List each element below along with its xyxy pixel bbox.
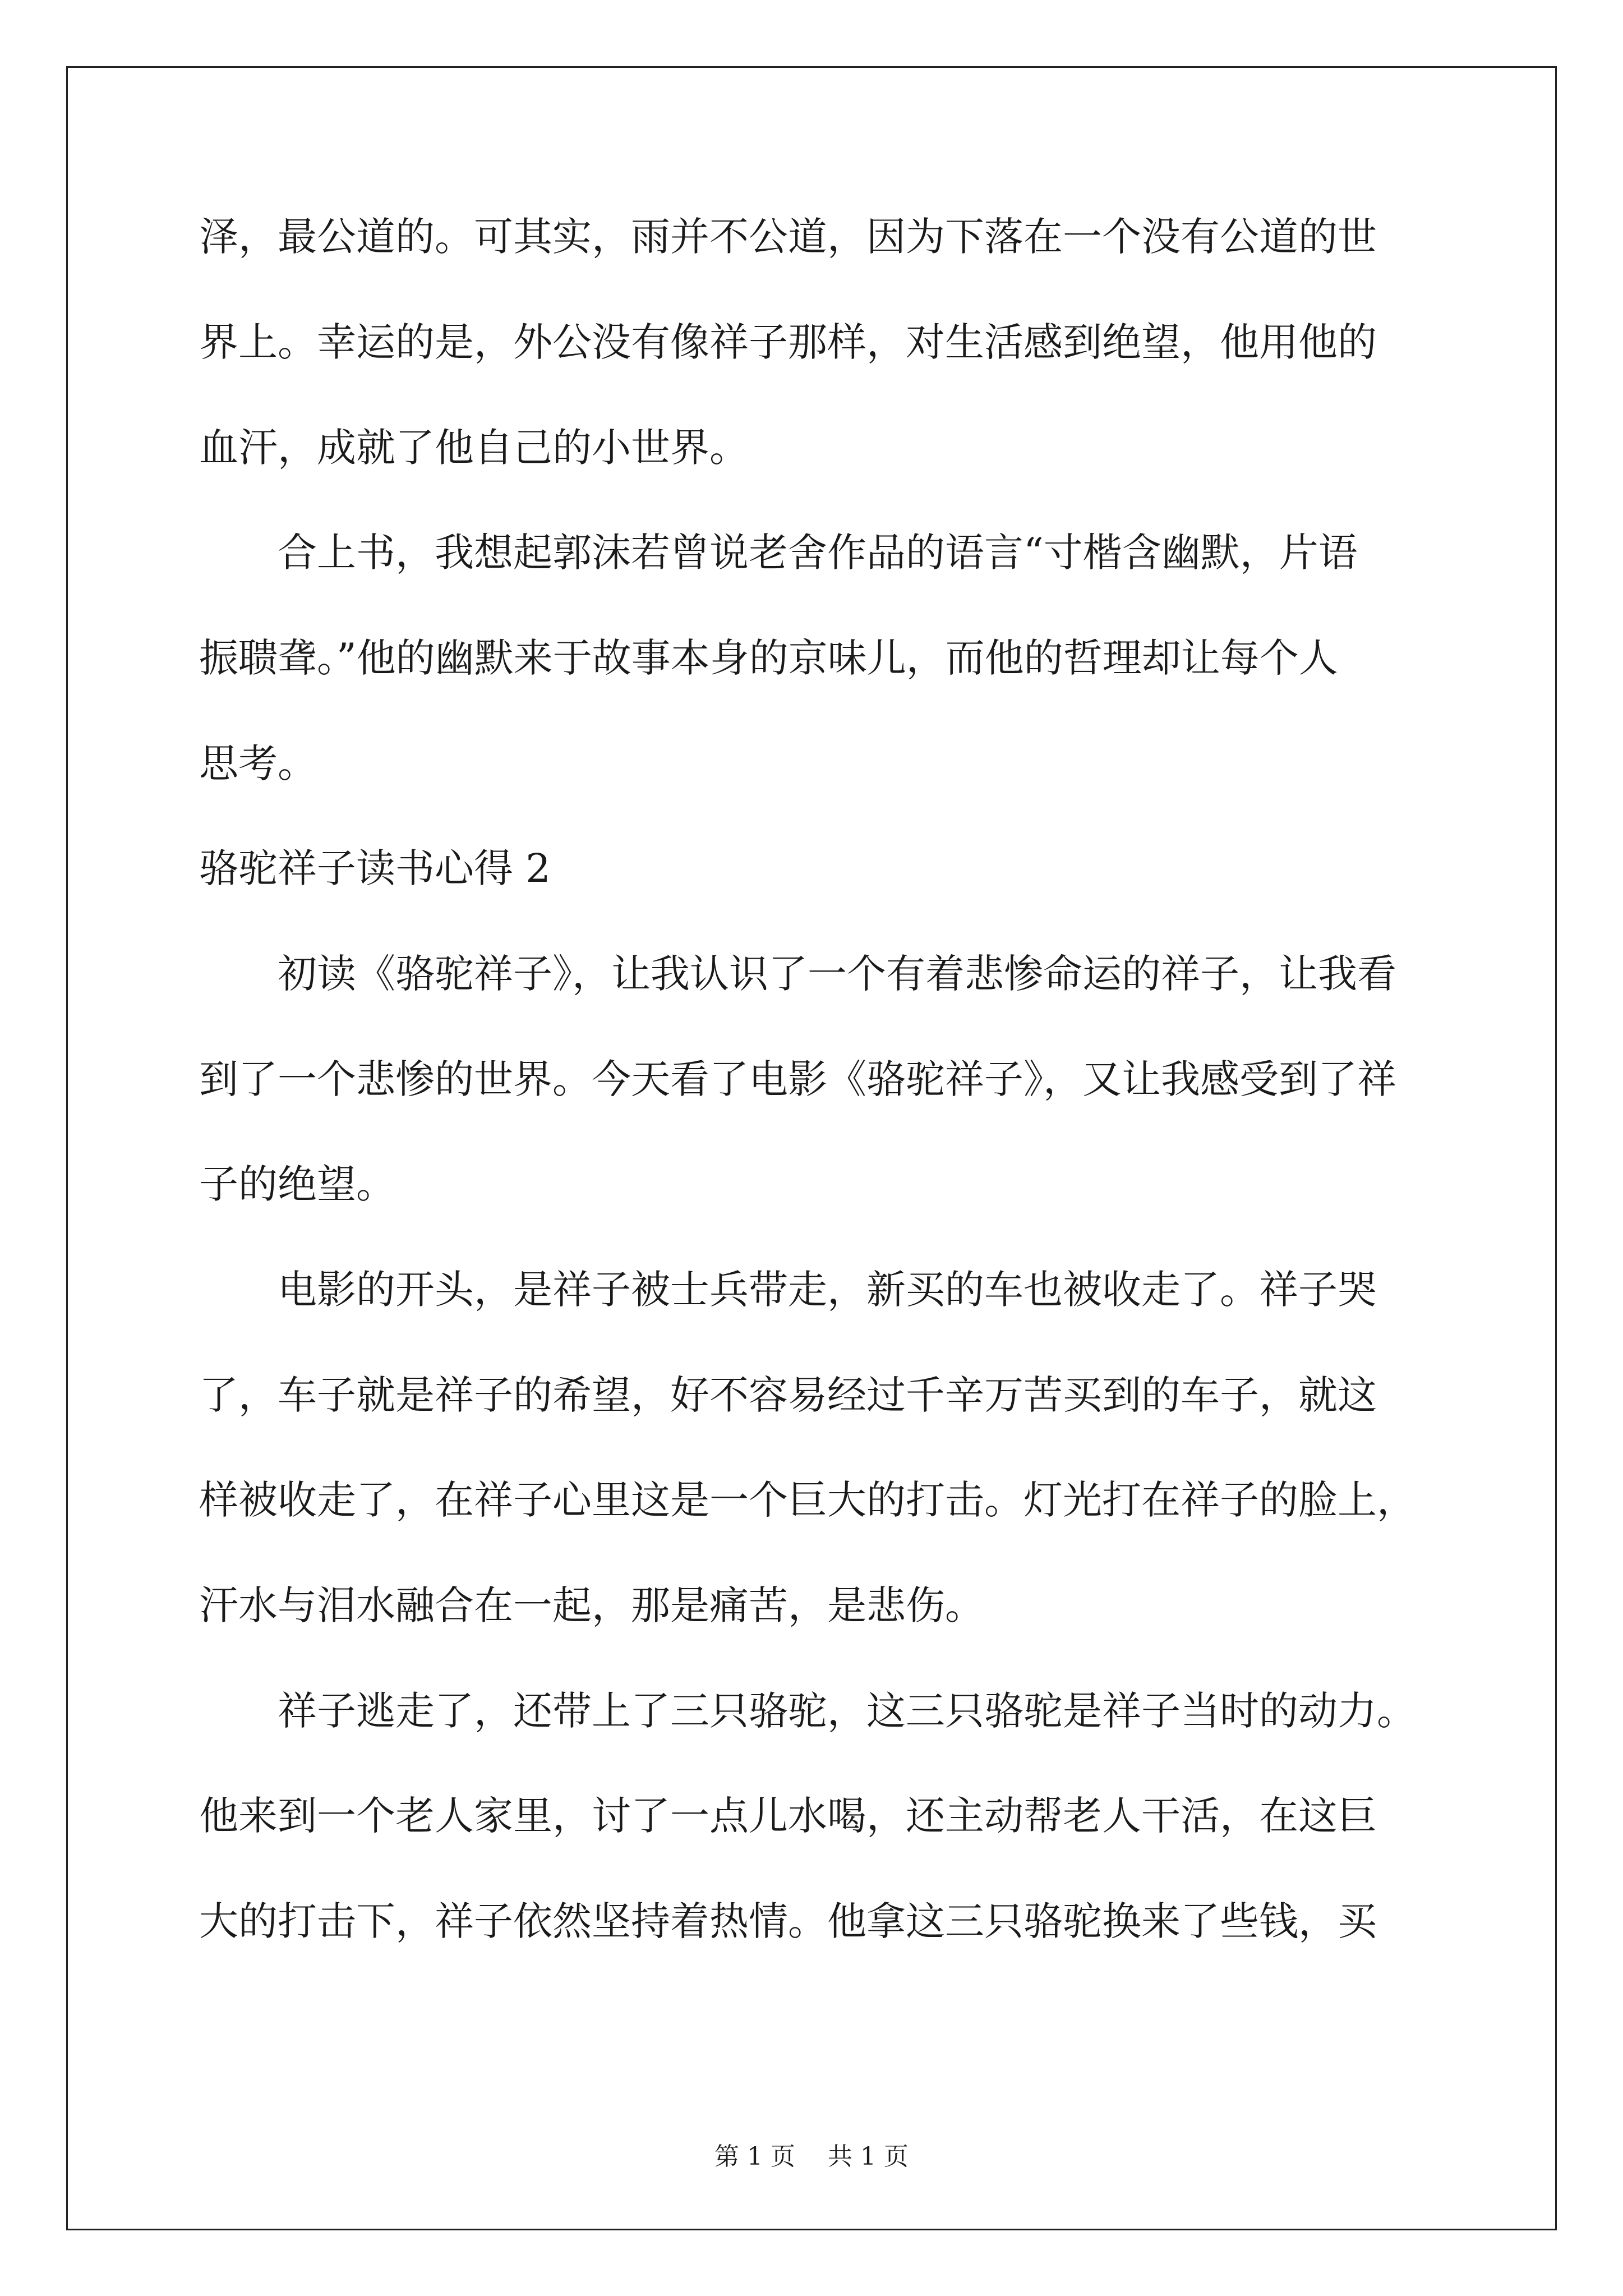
page-footer: 第 1 页 共 1 页 — [714, 2142, 909, 2171]
text-line: 样被收走了，在祥子心里这是一个巨大的打击。灯光打在祥子的脸上， — [199, 1477, 1416, 1523]
text-line: 大的打击下，祥子依然坚持着热情。他拿这三只骆驼换来了些钱，买 — [199, 1898, 1377, 1944]
text-line: 到了一个悲惨的世界。今天看了电影《骆驼祥子》，又让我感受到了祥 — [199, 1056, 1396, 1102]
text-line: 祥子逃走了，还带上了三只骆驼，这三只骆驼是祥子当时的动力。 — [199, 1688, 1416, 1734]
text-line: 血汗，成就了他自己的小世界。 — [199, 425, 749, 471]
text-line: 他来到一个老人家里，讨了一点儿水喝，还主动帮老人干活，在这巨 — [199, 1793, 1377, 1839]
text-line: 振聩聋。”他的幽默来于故事本身的京味儿，而他的哲理却让每个人 — [199, 635, 1338, 681]
text-line: 汗水与泪水融合在一起，那是痛苦，是悲伤。 — [199, 1582, 984, 1628]
text-line: 初读《骆驼祥子》，让我认识了一个有着悲惨命运的祥子，让我看 — [199, 951, 1396, 997]
text-line: 界上。幸运的是，外公没有像祥子那样，对生活感到绝望，他用他的 — [199, 319, 1377, 365]
text-line: 子的绝望。 — [199, 1161, 395, 1207]
text-line: 泽，最公道的。可其实，雨并不公道，因为下落在一个没有公道的世 — [199, 214, 1377, 260]
text-line: 电影的开头，是祥子被士兵带走，新买的车也被收走了。祥子哭 — [199, 1267, 1377, 1313]
section-heading: 骆驼祥子读书心得 2 — [199, 845, 551, 891]
text-line: 合上书，我想起郭沫若曾说老舍作品的语言“寸楷含幽默，片语 — [199, 530, 1358, 576]
text-line: 思考。 — [199, 740, 317, 786]
text-line: 了，车子就是祥子的希望，好不容易经过千辛万苦买到的车子，就这 — [199, 1372, 1377, 1418]
